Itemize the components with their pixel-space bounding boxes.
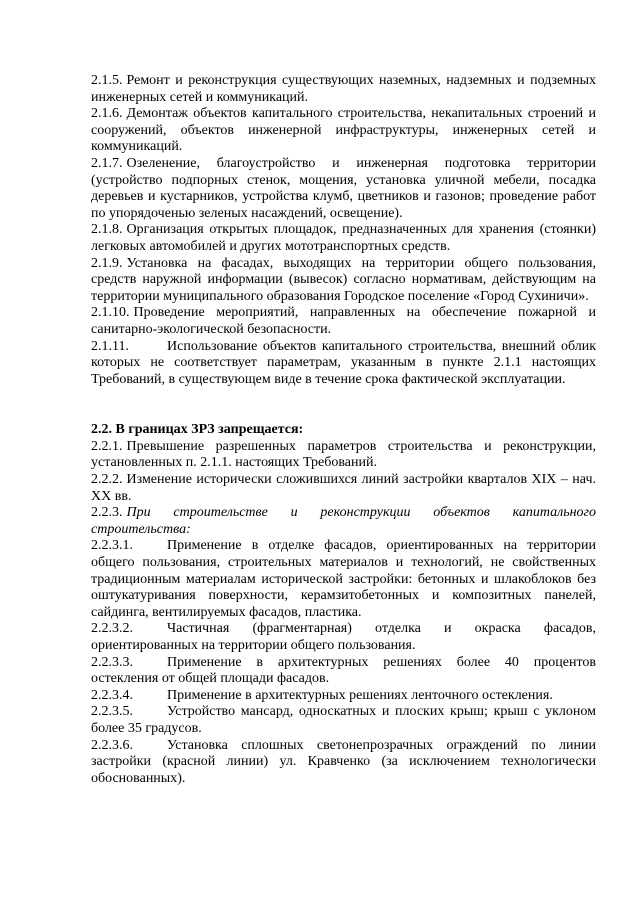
section-heading: 2.2. В границах ЗРЗ запрещается: [91,422,304,438]
clause-text: Ремонт и реконструкция существующих наземных, надземных и подземных инженерных сетей и коммуникаций. [91,73,596,105]
clause-number: 2.2.3.4. [91,687,133,703]
clause-text: Изменение исторически сложившихся линий застройки кварталов XIX – нач. XX вв. [91,472,596,504]
clause-2-2-3-6 [91,738,596,788]
clause-2-1-10 [91,305,596,338]
clause-number: 2.1.7. [91,155,123,171]
clause-number: 2.1.5. [91,73,123,88]
clause-number: 2.2.3.6. [91,737,133,753]
clause-2-2-3-4 [91,688,596,705]
clause-2-2-1 [91,439,596,472]
clause-number: 2.2.3.1. [91,538,133,554]
clause-2-2-2 [91,472,596,505]
clause-text: Превышение разрешенных параметров строительства и реконструкции, установленных п. 2.1.1. настоящих Требований. [91,438,596,471]
clause-2-1-9 [91,256,596,306]
clause-text: Применение в отделке фасадов, ориентированных на территории общего пользования, строительных материалов и технологий, не свойственных традиционным материалам исторической застройки: бетонных и шлакоблоков без оштукатуривания поверхности, керамзитобетонных и композитных панелей, сайдинга, вентилируемых фасадов, пластика. [91,538,596,620]
clause-text: Установка на фасадах, выходящих на территории общего пользования, средств наружной информации (вывесок) согласно нормативам, действующим на территории муниципального образования Городское поселение «Город Сухиничи». [91,255,596,304]
clause-2-2-3 [91,505,596,538]
clause-number: 2.1.9. [91,255,123,271]
clause-2-2-3-5 [91,704,596,737]
clause-text: Организация открытых площадок, предназначенных для хранения (стоянки) легковых автомобилей и других мототранспортных средств. [91,222,596,254]
clause-2-2-3-3 [91,655,596,688]
clause-text: Демонтаж объектов капитального строительства, некапитальных строений и сооружений, объектов инженерной инфраструктуры, инженерных сетей и коммуникаций. [91,106,596,155]
clause-2-1-7 [91,156,596,222]
clause-text: Использование объектов капитального строительства, внешний облик которых не соответствует параметрам, указанным в пункте 2.1.1 настоящих Требований, в существующем виде в течение срока фактической эксплуатации. [91,338,596,387]
clause-number: 2.1.11. [91,338,129,354]
clause-number: 2.2.3.2. [91,621,133,637]
clause-number: 2.2.1. [91,438,123,454]
clause-number: 2.2.3.3. [91,654,133,670]
clause-text: При строительстве и реконструкции объектов капитального строительства: [91,505,596,537]
clause-text: Установка сплошных светонепрозрачных ограждений по линии застройки (красной линии) ул. Кравченко (за исключением технологически обоснованных). [91,737,596,786]
clause-2-2-3-2 [91,621,596,654]
section-spacer [91,388,596,405]
clause-text: Проведение мероприятий, направленных на обеспечение пожарной и санитарно-экологической безопасности. [91,305,596,337]
clause-text: Применение в архитектурных решениях более 40 процентов остекления от общей площади фасадов. [91,654,596,687]
clause-2-1-5 [91,73,596,106]
document-body [91,73,596,787]
clause-number: 2.1.6. [91,106,123,122]
clause-text: Озеленение, благоустройство и инженерная подготовка территории (устройство подпорных стенок, мощения, установка уличной мебели, посадка деревьев и кустарников, устройства клумб, цветников и газонов; проведение работ по упорядоченью зеленых насаждений, освещение). [91,155,596,221]
clause-2-1-11 [91,339,596,389]
clause-2-1-8 [91,222,596,255]
clause-number: 2.2.2. [91,472,123,488]
clause-text: Применение в архитектурных решениях ленточного остекления. [167,687,553,703]
clause-2-1-6 [91,106,596,156]
clause-number: 2.1.8. [91,222,123,238]
section-spacer [91,405,596,422]
clause-text: Частичная (фрагментарная) отделка и окраска фасадов, ориентированных на территории общего пользования. [91,621,596,653]
clause-number: 2.2.3. [91,505,123,521]
clause-2-2-3-1 [91,538,596,621]
clause-number: 2.2.3.5. [91,704,133,720]
clause-text: Устройство мансард, односкатных и плоских крыш; крыш с уклоном более 35 градусов. [91,704,596,736]
clause-number: 2.1.10. [91,305,130,321]
